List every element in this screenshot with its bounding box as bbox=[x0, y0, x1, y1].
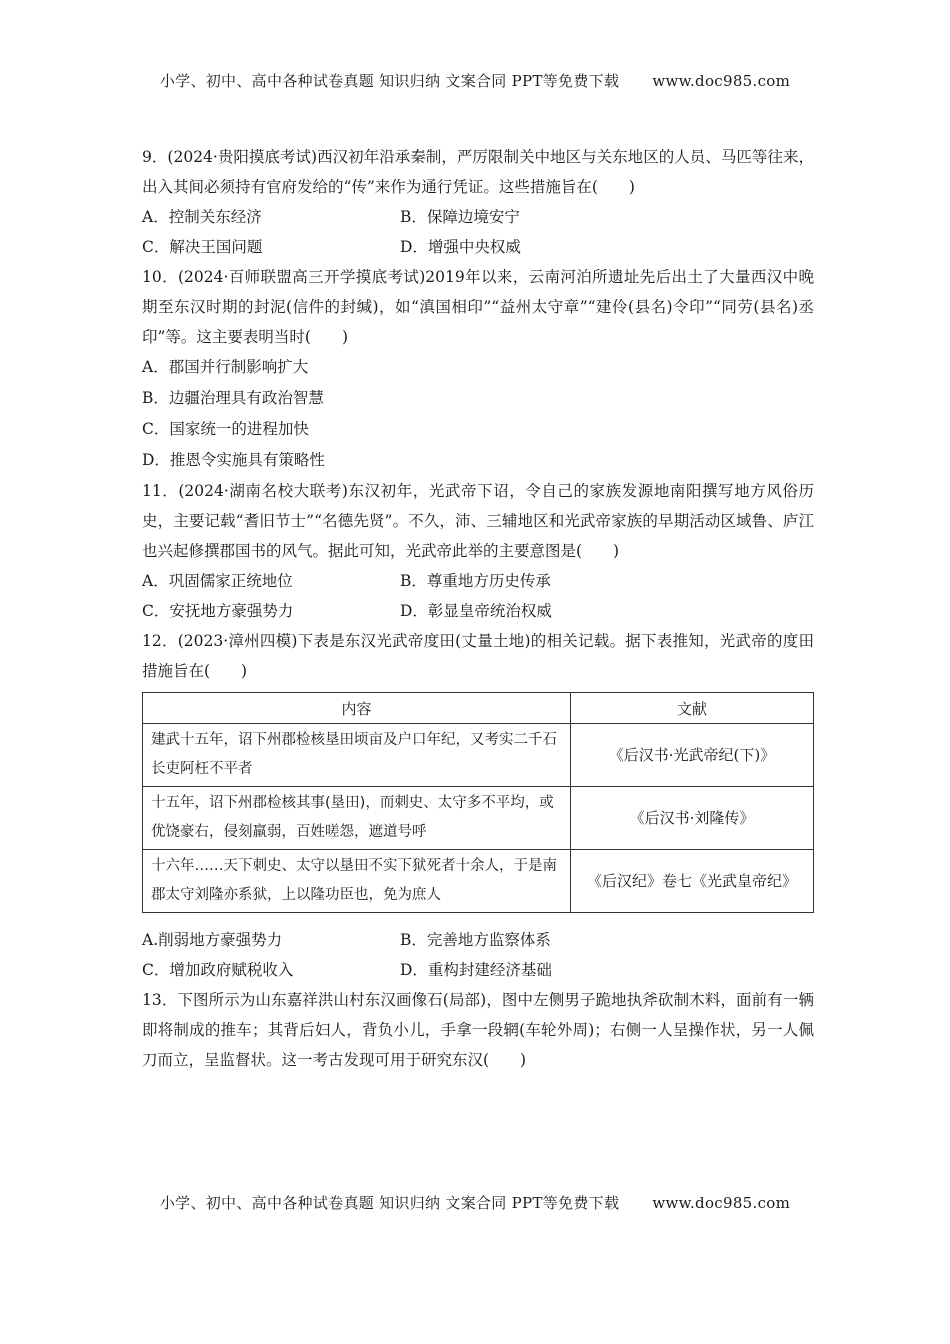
question-11-options bbox=[142, 566, 814, 626]
option-a: A．巩固儒家正统地位 bbox=[142, 572, 293, 590]
table-cell-content: 十六年……天下刺史、太守以垦田不实下狱死者十余人，于是南郡太守刘隆亦系狱，上以隆功臣也，免为庶人 bbox=[143, 850, 571, 913]
option-a: A．控制关东经济 bbox=[142, 208, 262, 226]
table-row bbox=[143, 787, 814, 850]
option-c: C．国家统一的进程加快 bbox=[142, 420, 309, 438]
question-13: 13．下图所示为山东嘉祥洪山村东汉画像石(局部)，图中左侧男子跪地执斧砍制木料，面前有一辆即将制成的推车；其背后妇人，背负小儿，手拿一段辋(车轮外周)；右侧一人呈操作状，另一人佩刀而立，呈监督状。这一考古发现可用于研究东汉( ) bbox=[142, 991, 814, 1069]
option-c: C．安抚地方豪强势力 bbox=[142, 602, 294, 620]
option-d: D．增强中央权威 bbox=[400, 238, 521, 256]
table-cell-content: 建武十五年，诏下州郡检核垦田顷亩及户口年纪，又考实二千石长吏阿枉不平者 bbox=[143, 724, 571, 787]
option-a: A．郡国并行制影响扩大 bbox=[142, 358, 309, 376]
table-row bbox=[143, 724, 814, 787]
option-b: B．边疆治理具有政治智慧 bbox=[142, 389, 324, 407]
column-header-source: 文献 bbox=[571, 693, 814, 724]
option-d: D．推恩令实施具有策略性 bbox=[142, 451, 325, 469]
records-table bbox=[142, 692, 814, 913]
question-10: 10．(2024·百师联盟高三开学摸底考试)2019年以来，云南河泊所遗址先后出土了大量西汉中晚期至东汉时期的封泥(信件的封缄)，如“滇国相印”“益州太守章”“建伶(县名)令印”“同劳(县名)丞印”等。这主要表明当时( ) bbox=[142, 268, 814, 346]
question-12: 12．(2023·漳州四模)下表是东汉光武帝度田(丈量土地)的相关记载。据下表推知，光武帝的度田措施旨在( ) bbox=[142, 632, 814, 680]
option-d: D．重构封建经济基础 bbox=[400, 961, 552, 979]
option-a: A.削弱地方豪强势力 bbox=[142, 931, 283, 949]
option-b: B．保障边境安宁 bbox=[400, 208, 520, 226]
column-header-content: 内容 bbox=[143, 693, 571, 724]
option-c: C．增加政府赋税收入 bbox=[142, 961, 294, 979]
table-header-row bbox=[143, 693, 814, 724]
question-content bbox=[142, 142, 814, 1075]
option-c: C．解决王国问题 bbox=[142, 238, 263, 256]
footer-text: 小学、初中、高中各种试卷真题 知识归纳 文案合同 PPT等免费下载 bbox=[159, 1194, 620, 1212]
table-cell-source: 《后汉纪》卷七《光武皇帝纪》 bbox=[571, 850, 814, 913]
page-footer bbox=[0, 1192, 950, 1213]
option-b: B．完善地方监察体系 bbox=[400, 931, 551, 949]
question-9: 9．(2024·贵阳摸底考试)西汉初年沿承秦制，严厉限制关中地区与关东地区的人员、马匹等往来，出入其间必须持有官府发给的“传”来作为通行凭证。这些措施旨在( ) bbox=[142, 148, 814, 196]
option-b: B．尊重地方历史传承 bbox=[400, 572, 551, 590]
header-site-link[interactable]: www.doc985.com bbox=[652, 72, 791, 90]
table-cell-content: 十五年，诏下州郡检核其事(垦田)，而刺史、太守多不平均，或优饶豪右，侵刻羸弱，百姓嗟怨，遮道号呼 bbox=[143, 787, 571, 850]
option-d: D．彰显皇帝统治权威 bbox=[400, 602, 552, 620]
question-9-options bbox=[142, 202, 814, 262]
table-row bbox=[143, 850, 814, 913]
header-text: 小学、初中、高中各种试卷真题 知识归纳 文案合同 PPT等免费下载 bbox=[159, 72, 620, 90]
footer-site-link[interactable]: www.doc985.com bbox=[652, 1194, 791, 1212]
question-12-options bbox=[142, 925, 814, 985]
table-cell-source: 《后汉书·刘隆传》 bbox=[571, 787, 814, 850]
question-11: 11．(2024·湖南名校大联考)东汉初年，光武帝下诏，令自己的家族发源地南阳撰写地方风俗历史，主要记载“耆旧节士”“名德先贤”。不久，沛、三辅地区和光武帝家族的早期活动区域鲁、庐江也兴起修撰郡国书的风气。据此可知，光武帝此举的主要意图是( ) bbox=[142, 482, 814, 560]
question-10-options bbox=[142, 352, 814, 476]
page-header bbox=[0, 70, 950, 91]
table-cell-source: 《后汉书·光武帝纪(下)》 bbox=[571, 724, 814, 787]
